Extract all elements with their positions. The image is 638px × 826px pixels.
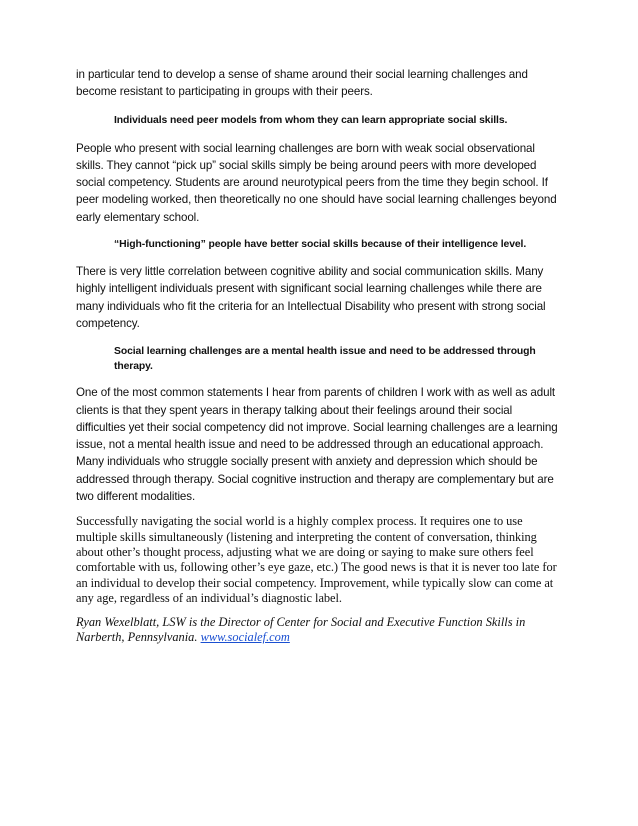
author-byline xyxy=(76,615,564,646)
paragraph-peer-observation: People who present with social learning challenges are born with weak social observational skills. They cannot “pick up” social skills simply be being around peers with more developed social competency. Students are around neurotypical peers from the time they begin school. If peer modeling worked, then theoretically no one should have social learning challenges beyond early elementary school. xyxy=(76,141,557,224)
paragraph-therapy: One of the most common statements I hear from parents of children I work with as well as adult clients is that they spent years in therapy talking about their feelings around their social difficulties yet their social competency did not improve. Social learning challenges are a learning issue, not a mental health issue and need to be addressed through an educational approach. Many individuals who struggle socially present with anxiety and depression which should be addressed through therapy. Social cognitive instruction and therapy are complementary but are two different modalities. xyxy=(76,386,558,504)
callout-peer-models: Individuals need peer models from whom they can learn appropriate social skills. xyxy=(114,114,508,126)
paragraph-cognitive-ability: There is very little correlation between cognitive ability and social communication skills. Many highly intelligent individuals present with significant social learning challenges while there are many individuals who fit the criteria for an Intellectual Disability who present with strong social competency. xyxy=(76,265,546,330)
document-page xyxy=(76,66,564,646)
website-link[interactable]: www.socialef.com xyxy=(200,630,290,645)
callout-high-functioning: “High-functioning” people have better social skills because of their intelligence level. xyxy=(114,239,527,251)
byline-text: Ryan Wexelblatt, LSW is the Director of Center for Social and Executive Function Skills in Narberth, Pennsylvania. xyxy=(76,615,526,645)
callout-mental-health: Social learning challenges are a mental health issue and need to be addressed through therapy. xyxy=(114,346,536,373)
intro-paragraph: in particular tend to develop a sense of shame around their social learning challenges and become resistant to participating in groups with their peers. xyxy=(76,68,528,99)
paragraph-social-world: Successfully navigating the social world is a highly complex process. It requires one to use multiple skills simultaneously (listening and interpreting the content of conversation, thinking about other’s thought process, adjusting what we are doing or saying to make sure others feel comfortable with us, following other’s eye gaze, etc.) The good news is that it is never too late for an individual to develop their social competency. Improvement, while typically slow can come at any age, regardless of an individual’s diagnostic label. xyxy=(76,514,557,605)
